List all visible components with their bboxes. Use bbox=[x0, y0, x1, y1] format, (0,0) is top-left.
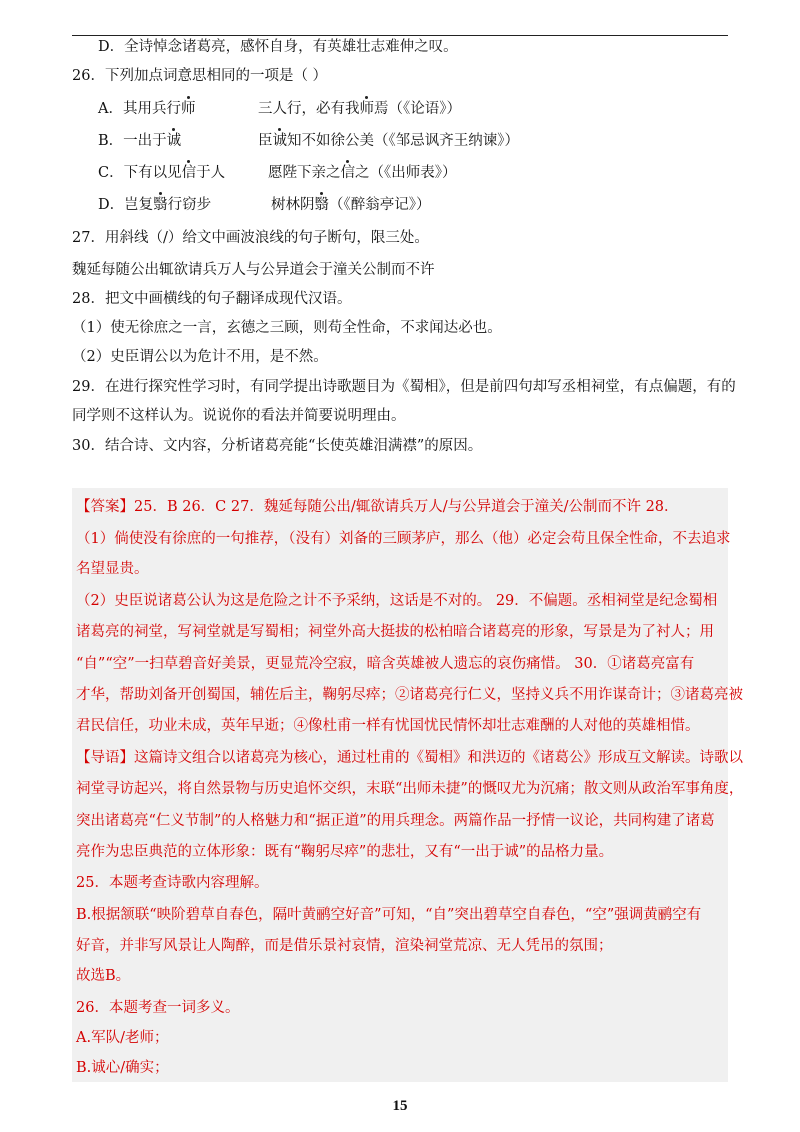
q27-text: 魏延每随公出辄欲请兵万人与公异道会于潼关公制而不许 bbox=[72, 262, 435, 278]
guide-line-4: 亮作为忠臣典范的立体形象：既有“鞠躬尽瘁”的悲壮，又有“一出于诚”的品格力量。 bbox=[76, 844, 614, 860]
q28-sentence-2: （2）史臣谓公以为危计不用，是不然。 bbox=[72, 349, 328, 365]
q26-option-c bbox=[98, 163, 754, 183]
explain-25-line-1: B.根据颔联“映阶碧草自春色，隔叶黄鹂空好音”可知，“自”突出碧草空自春色，“空”强调黄鹂空有 bbox=[76, 907, 702, 923]
guide-line-3: 突出诸葛亮“仁义节制”的人格魅力和“据正道”的用兵理念。两篇作品一抒情一议论，共同构建了诸葛 bbox=[76, 813, 715, 829]
guide-line-2: 祠堂寻访起兴，将自然景物与历史追怀交织，末联“出师未捷”的慨叹尤为沉痛；散文则从政治军事角度， bbox=[76, 781, 744, 797]
q26-c-left: C．下有以见信于人 bbox=[98, 165, 226, 181]
q26-b-right: 臣诚知不如徐公美（《邹忌讽齐王纳谏》） bbox=[258, 133, 519, 149]
q28-stem: 28．把文中画横线的句子翻译成现代汉语。 bbox=[72, 291, 352, 307]
q29-line-2: 同学则不这样认为。说说你的看法并简要说明理由。 bbox=[72, 408, 406, 424]
answer-line-6: “自”“空”一扫草碧音好美景，更显荒冷空寂，暗含英雄被人遗忘的哀伤痛惜。 30．①诸葛亮富有 bbox=[76, 656, 695, 672]
explain-26-a: A.军队/老师； bbox=[76, 1030, 169, 1046]
answer-line-1: 【答案】25．B 26．C 27．魏延每随公出/辄欲请兵万人/与公异道会于潼关/公制而不许 28． bbox=[76, 499, 679, 515]
answer-tag: 【答案】 bbox=[76, 499, 134, 515]
q25-option-d: D．全诗悼念诸葛亮，感怀自身，有英雄壮志难伸之叹。 bbox=[98, 39, 458, 55]
q26-option-b bbox=[98, 131, 754, 151]
explain-25-title: 25．本题考查诗歌内容理解。 bbox=[76, 875, 269, 891]
q26-a-right: 三人行，必有我师焉（《论语》） bbox=[258, 101, 461, 117]
answer-line-8: 君民信任，功业未成，英年早逝；④像杜甫一样有忧国忧民情怀却壮志难酬的人对他的英雄相惜。 bbox=[76, 718, 700, 734]
q26-option-a bbox=[98, 99, 754, 119]
answer-line-2: （1）倘使没有徐庶的一句推荐，（没有）刘备的三顾茅庐，那么（他）必定会苟且保全性命，不去追求 bbox=[76, 531, 731, 547]
q26-d-left: D．岂复翳行窃步 bbox=[98, 197, 212, 213]
explain-26-b: B.诚心/确实； bbox=[76, 1060, 169, 1076]
q29-line-1: 29．在进行探究性学习时，有同学提出诗歌题目为《蜀相》，但是前四句却写丞相祠堂，有点偏题，有的 bbox=[72, 379, 736, 395]
guide-tag: 【导语】 bbox=[76, 750, 134, 766]
answer-line-4: （2）史臣说诸葛公认为这是危险之计不予采纳，这话是不对的。 29．不偏题。丞相祠堂是纪念蜀相 bbox=[76, 593, 718, 609]
answer-line-3: 名望显贵。 bbox=[76, 561, 149, 577]
q26-option-d bbox=[98, 195, 754, 215]
explain-26-title: 26．本题考查一词多义。 bbox=[76, 1000, 240, 1016]
q26-stem: 26．下列加点词意思相同的一项是（ ） bbox=[72, 68, 328, 84]
q26-b-left: B．一出于诚 bbox=[98, 133, 182, 149]
top-rule bbox=[72, 35, 728, 36]
q27-stem: 27．用斜线（/）给文中画波浪线的句子断句，限三处。 bbox=[72, 230, 429, 246]
explain-25-line-2: 好音，并非写风景让人陶醉，而是借乐景衬哀情，渲染祠堂荒凉、无人凭吊的氛围； bbox=[76, 938, 613, 954]
page-number: 15 bbox=[392, 1098, 408, 1114]
q26-c-right: 愿陛下亲之信之（《出师表》） bbox=[268, 165, 457, 181]
q28-sentence-1: （1）使无徐庶之一言，玄德之三顾，则苟全性命，不求闻达必也。 bbox=[72, 320, 502, 336]
explain-25-line-3: 故选B。 bbox=[76, 968, 131, 984]
q26-d-right: 树林阴翳（《醉翁亭记》） bbox=[271, 197, 431, 213]
guide-line-1: 【导语】这篇诗文组合以诸葛亮为核心，通过杜甫的《蜀相》和洪迈的《诸葛公》形成互文解读。诗歌以 bbox=[76, 750, 743, 766]
answer-line-5: 诸葛亮的祠堂，写祠堂就是写蜀相；祠堂外高大挺拔的松柏暗合诸葛亮的形象，写景是为了衬人；用 bbox=[76, 624, 714, 640]
answer-line-7: 才华，帮助刘备开创蜀国，辅佐后主，鞠躬尽瘁；②诸葛亮行仁义，坚持义兵不用诈谋奇计；③诸葛亮被 bbox=[76, 687, 743, 703]
q26-a-left: A．其用兵行师 bbox=[98, 101, 196, 117]
q30-stem: 30．结合诗、文内容，分析诸葛亮能“长使英雄泪满襟”的原因。 bbox=[72, 438, 483, 454]
